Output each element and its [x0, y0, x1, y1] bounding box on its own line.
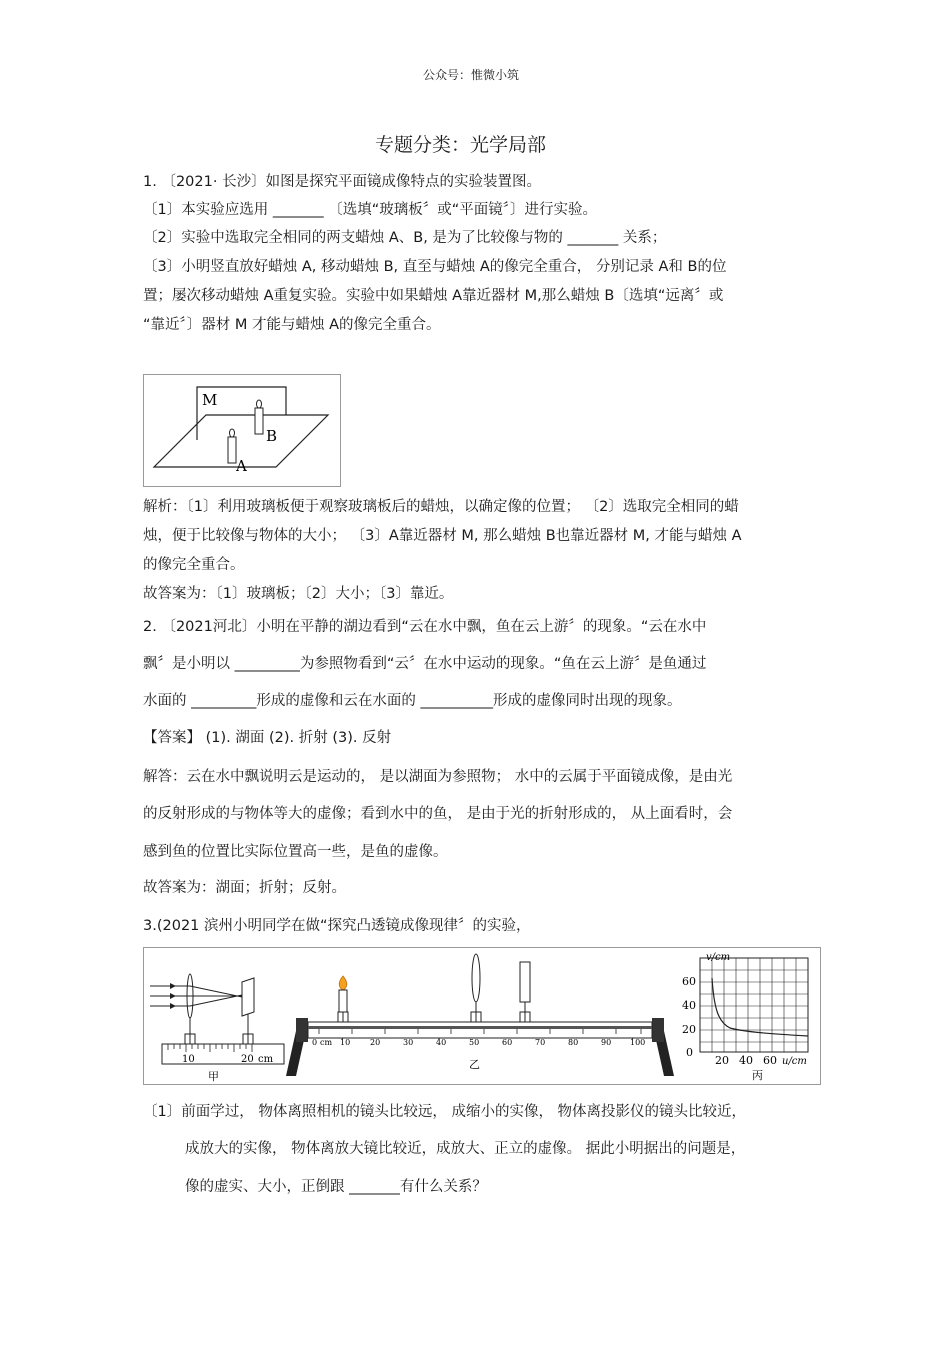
q3-part1-line1: 〔1〕前面学过， 物体离照相机的镜头比较远， 成缩小的实像， 物体离投影仪的镜头比较近， — [143, 1104, 747, 1120]
graph-ylabel: v/cm — [706, 952, 731, 963]
graph-xlabel: u/cm — [782, 1056, 807, 1067]
q2-solution-line1: 解答：云在水中飘说明云是运动的， 是以湖面为参照物； 水中的云属于平面镜成像，是由光 — [143, 769, 733, 785]
yi-tick-10: 10 — [340, 1038, 351, 1047]
yi-tick-cm: cm — [320, 1038, 333, 1047]
q2-answer: 故答案为：湖面；折射；反射。 — [143, 880, 346, 896]
diagram-jia — [150, 974, 284, 1083]
yi-tick-50: 50 — [469, 1038, 480, 1047]
graph-ytick-0: 0 — [686, 1046, 693, 1059]
q1-stem: 1. 〔2021· 长沙〕如图是探究平面镜成像特点的实验装置图。 — [143, 174, 542, 190]
jia-tick-20: 20 — [241, 1054, 254, 1065]
yi-label: 乙 — [469, 1058, 480, 1071]
jia-label: 甲 — [208, 1070, 219, 1083]
q1-answer: 故答案为：〔1〕玻璃板；〔2〕大小；〔3〕靠近。 — [143, 586, 454, 602]
q1-part2: 〔2〕实验中选取完全相同的两支蜡烛 A、B, 是为了比较像与物的 _______ 关系； — [143, 230, 667, 246]
yi-tick-90: 90 — [601, 1038, 612, 1047]
graph-ytick-20: 20 — [682, 1023, 696, 1036]
bing-label: 丙 — [752, 1069, 763, 1082]
yi-tick-30: 30 — [403, 1038, 414, 1047]
yi-tick-70: 70 — [535, 1038, 546, 1047]
page-title: 专题分类：光学局部 — [375, 134, 547, 156]
graph-xtick-20: 20 — [715, 1054, 729, 1067]
q2-stem-line2: 飘〞是小明以 _________为参照物看到“云〞在水中运动的现象。“鱼在云上游〞是鱼通过 — [143, 656, 707, 672]
graph-xtick-60: 60 — [763, 1054, 777, 1067]
graph-ytick-60: 60 — [682, 975, 696, 988]
page-header: 公众号：惟微小筑 — [423, 68, 520, 82]
diagram-bing — [682, 952, 808, 1082]
jia-tick-10: 10 — [182, 1054, 195, 1065]
q2-solution-line3: 感到鱼的位置比实际位置高一些，是鱼的虚像。 — [143, 844, 448, 860]
q1-part1: 〔1〕本实验应选用 _______ 〔选填“玻璃板〞或“平面镜〞〕进行实验。 — [143, 202, 597, 218]
graph-ytick-40: 40 — [682, 999, 696, 1012]
q1-part3-line2: 置；屡次移动蜡烛 A重复实验。实验中如果蜡烛 A靠近器材 M,那么蜡烛 B〔选填“远离〞或 — [143, 288, 724, 304]
analysis-line2: 烛，便于比较像与物体的大小； 〔3〕A靠近器材 M, 那么蜡烛 B也靠近器材 M, 才能与蜡烛 A — [143, 528, 742, 544]
yi-tick-60: 60 — [502, 1038, 513, 1047]
q2-stem-line3: 水面的 _________形成的虚像和云在水面的 __________形成的虚像同时出现的现象。 — [143, 693, 682, 709]
analysis-line3: 的像完全重合。 — [143, 557, 245, 573]
q3-stem: 3.(2021 滨州小明同学在做“探究凸透镜成像现律〞的实验， — [143, 918, 531, 934]
yi-tick-20: 20 — [370, 1038, 381, 1047]
label-b: B — [266, 427, 278, 445]
diagram-yi — [286, 954, 674, 1076]
label-m: M — [202, 391, 218, 409]
q2-solution-line2: 的反射形成的与物体等大的虚像；看到水中的鱼， 是由于光的折射形成的， 从上面看时，会 — [143, 806, 733, 822]
analysis-line1: 解析：〔1〕利用玻璃板便于观察玻璃板后的蜡烛，以确定像的位置； 〔2〕选取完全相同的蜡 — [143, 499, 739, 515]
yi-tick-100: 100 — [630, 1038, 646, 1047]
q2-stem-line1: 2. 〔2021河北〕小明在平静的湖边看到“云在水中飘，鱼在云上游〞的现象。“云在水中 — [143, 619, 707, 635]
q3-part1-line3: 像的虚实、大小，正倒跟 _______有什么关系？ — [185, 1179, 487, 1195]
yi-tick-80: 80 — [568, 1038, 579, 1047]
jia-tick-cm: cm — [258, 1054, 274, 1065]
yi-tick-40: 40 — [436, 1038, 447, 1047]
q2-answer-key: 【答案】 (1). 湖面 (2). 折射 (3). 反射 — [143, 730, 392, 746]
q1-part3-line1: 〔3〕小明竖直放好蜡烛 A, 移动蜡烛 B, 直至与蜡烛 A的像完全重合， 分别记录 A和 B的位 — [143, 259, 727, 275]
figure-mirror-setup — [143, 374, 341, 487]
yi-tick-0: 0 — [312, 1038, 318, 1047]
q1-part3-line3: “靠近〞〕器材 M 才能与蜡烛 A的像完全重合。 — [143, 317, 441, 333]
graph-xtick-40: 40 — [739, 1054, 753, 1067]
q3-part1-line2: 成放大的实像， 物体离放大镜比较近，成放大、正立的虚像。 据此小明据出的问题是， — [185, 1141, 746, 1157]
label-a: A — [236, 457, 247, 475]
figure-lens-experiment — [143, 947, 821, 1085]
